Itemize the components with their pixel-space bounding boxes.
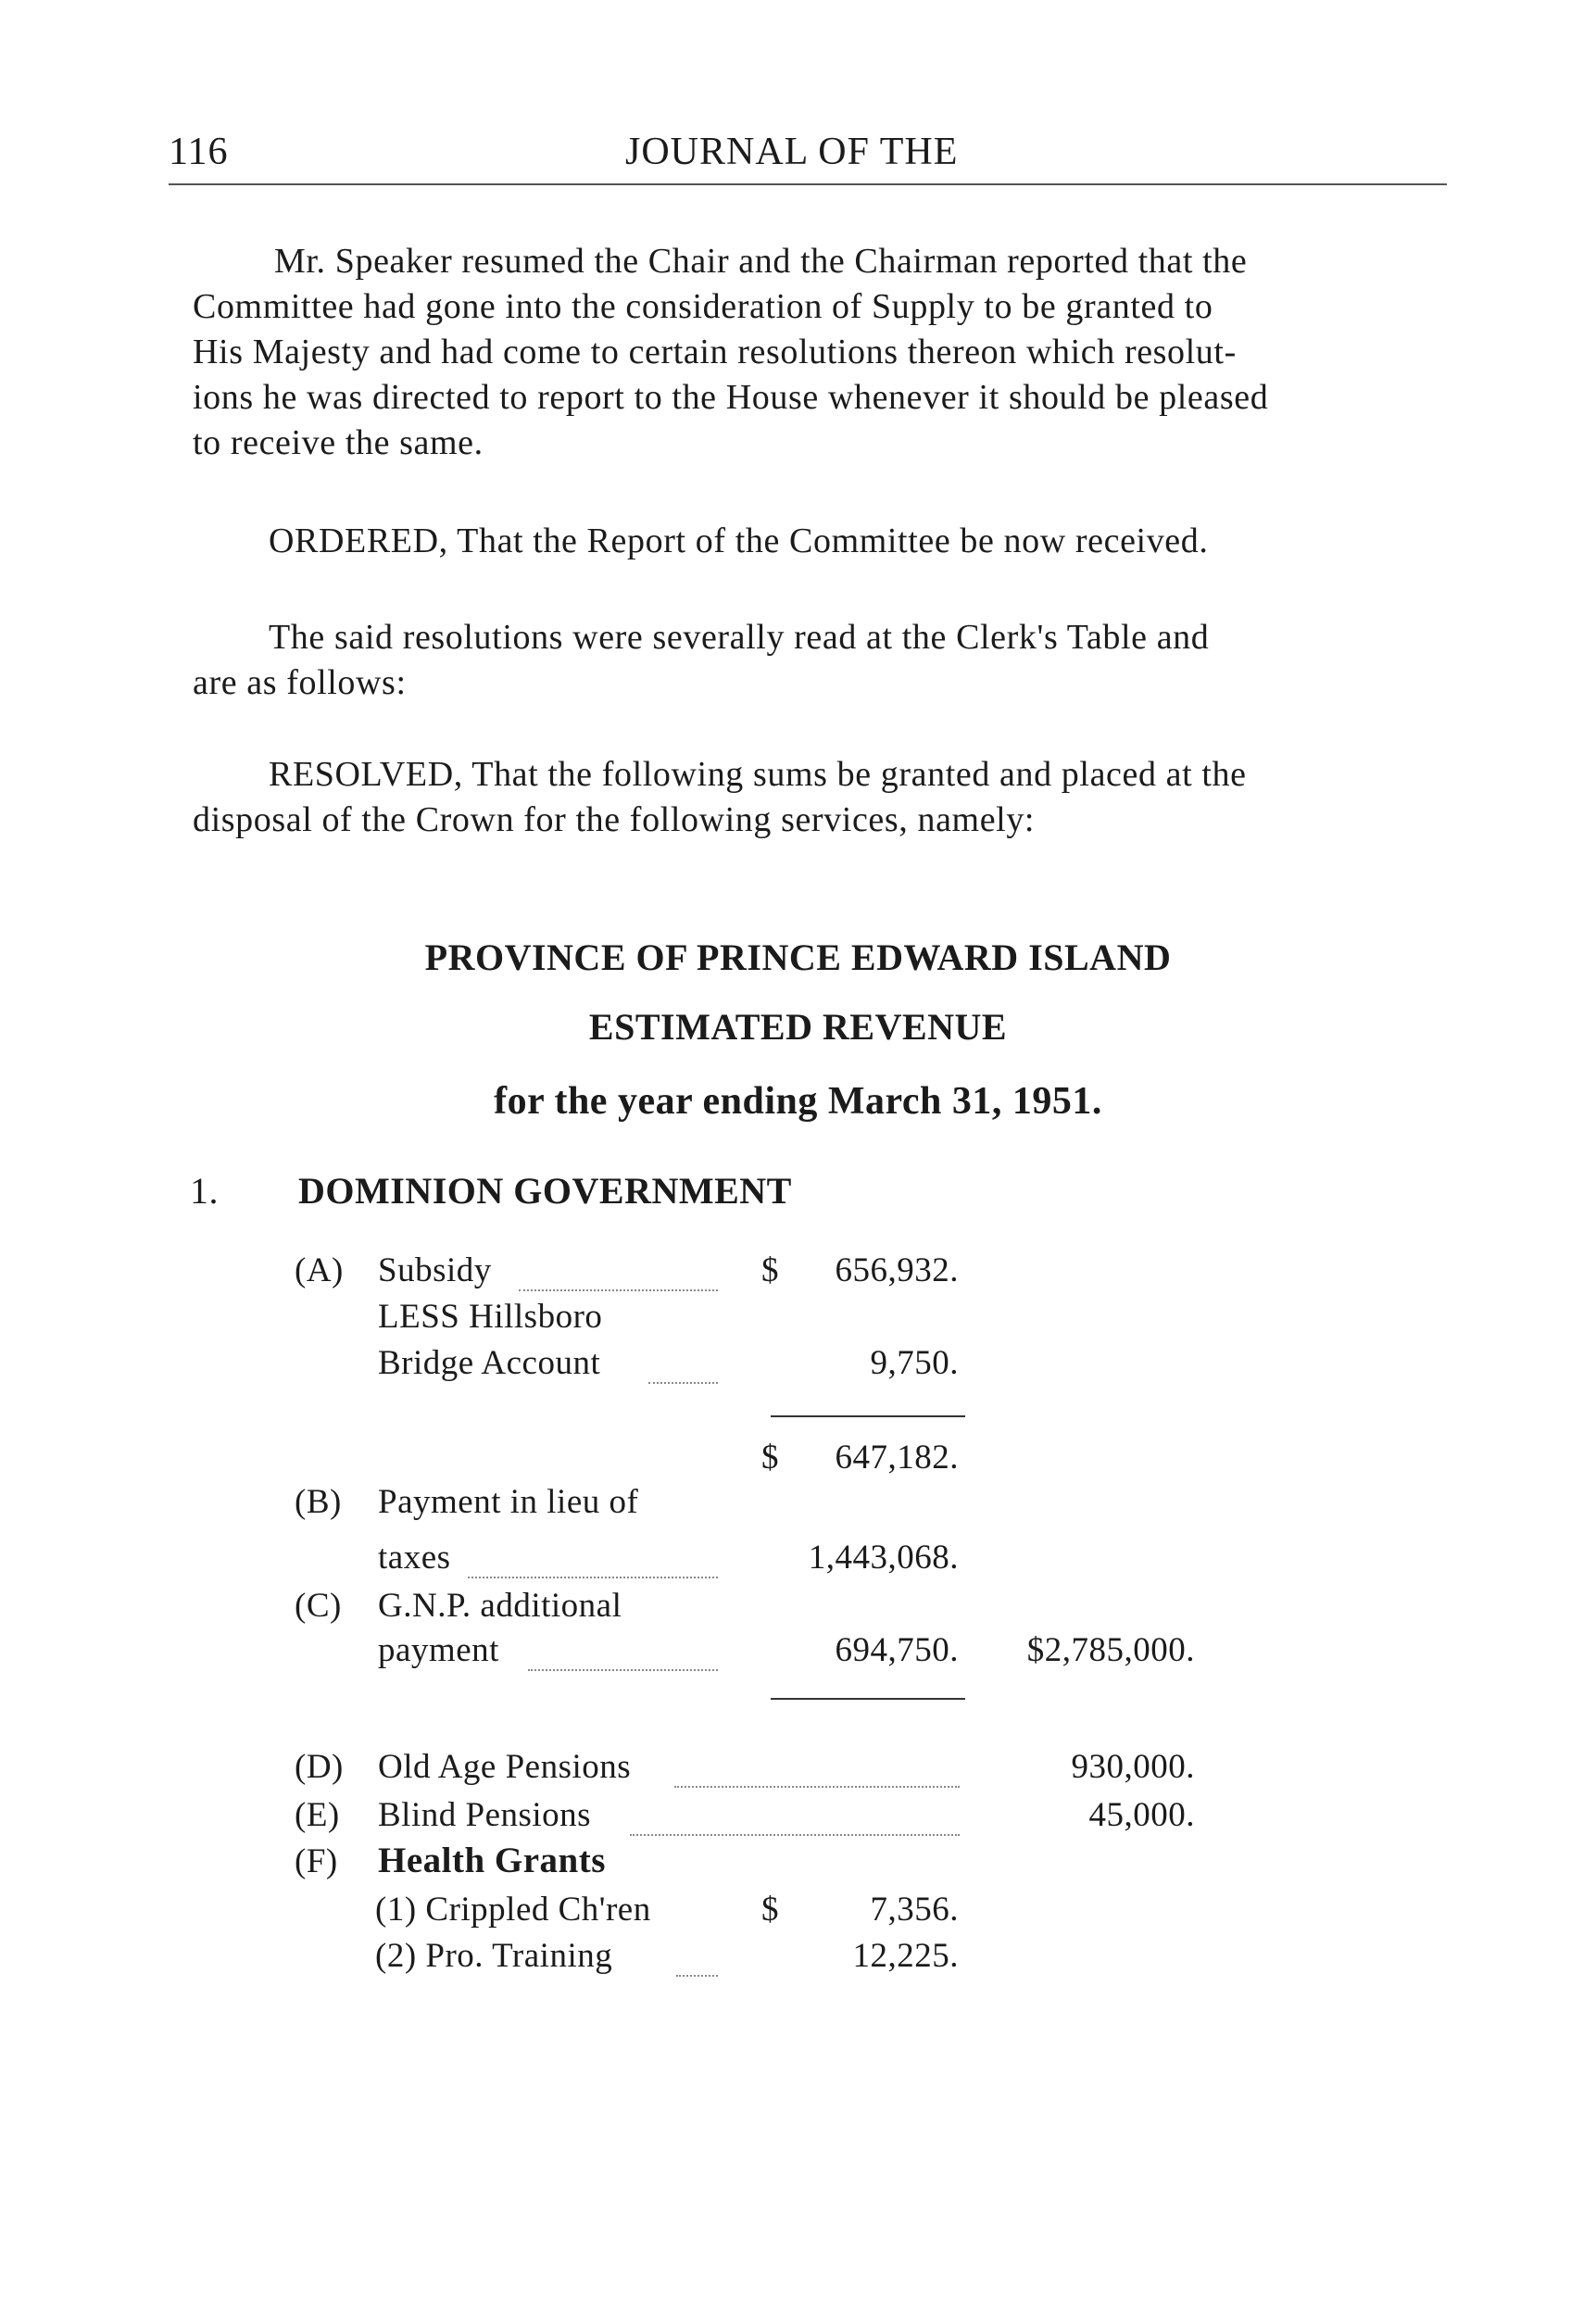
paragraph-line: to receive the same. xyxy=(193,423,484,462)
subtotal-rule xyxy=(771,1415,965,1417)
paragraph-line: The said resolutions were severally read at the Clerk's Table and xyxy=(269,618,1210,657)
leader-dots xyxy=(528,1669,718,1671)
item-value: 9,750. xyxy=(870,1344,959,1382)
section-number: 1. xyxy=(190,1170,219,1212)
paragraph-line: ORDERED, That the Report of the Committee be now received. xyxy=(269,522,1209,560)
item-label: (C) xyxy=(295,1587,342,1625)
paragraph-ordered xyxy=(269,519,1208,564)
paragraph-line: disposal of the Crown for the following services, namely: xyxy=(193,800,1036,839)
item-label: (B) xyxy=(295,1483,342,1521)
item-value: 930,000. xyxy=(1071,1748,1195,1786)
item-value: 694,750. xyxy=(835,1631,959,1669)
item-label: (D) xyxy=(295,1748,344,1786)
section-total: $2,785,000. xyxy=(1026,1631,1195,1669)
paragraph-line: His Majesty and had come to certain resolutions thereon which resolut- xyxy=(193,333,1237,371)
item-text: (2) Pro. Training xyxy=(375,1937,613,1975)
heading-province: PROVINCE OF PRINCE EDWARD ISLAND xyxy=(424,936,1172,978)
heading-estimated-revenue: ESTIMATED REVENUE xyxy=(588,1006,1008,1048)
item-value: 12,225. xyxy=(852,1937,959,1975)
leader-dots xyxy=(648,1382,718,1384)
item-label: (F) xyxy=(295,1842,338,1880)
item-text: Payment in lieu of xyxy=(378,1483,639,1521)
subtotal-rule xyxy=(771,1698,965,1700)
item-value: 656,932. xyxy=(835,1251,959,1289)
paragraph-line: are as follows: xyxy=(193,663,407,702)
item-text: payment xyxy=(378,1631,499,1669)
heading-year: for the year ending March 31, 1951. xyxy=(494,1080,1102,1123)
paragraph-line: RESOLVED, That the following sums be granted and placed at the xyxy=(269,755,1247,794)
dollar-sign: $ xyxy=(761,1891,779,1929)
item-text: LESS Hillsboro xyxy=(378,1298,603,1336)
running-title: JOURNAL OF THE xyxy=(625,131,959,173)
item-value: 45,000. xyxy=(1088,1796,1195,1834)
paragraph-line: Mr. Speaker resumed the Chair and the Chairman reported that the xyxy=(274,242,1248,281)
leader-dots xyxy=(519,1289,718,1291)
paragraph-line: Committee had gone into the consideration of Supply to be granted to xyxy=(193,287,1213,326)
item-label: (A) xyxy=(295,1251,344,1289)
item-text: taxes xyxy=(378,1539,451,1577)
leader-dots xyxy=(674,1786,960,1788)
page-number: 116 xyxy=(169,131,229,173)
item-text: (1) Crippled Ch'ren xyxy=(375,1891,651,1929)
section-title: DOMINION GOVERNMENT xyxy=(298,1170,792,1212)
item-text: Health Grants xyxy=(378,1841,606,1880)
item-value: 7,356. xyxy=(870,1891,959,1929)
paragraph-resolutions-read xyxy=(193,615,1209,706)
item-text: Bridge Account xyxy=(378,1344,601,1382)
paragraph-speaker-report xyxy=(193,239,1268,466)
leader-dots xyxy=(468,1577,718,1578)
item-label: (E) xyxy=(295,1796,340,1834)
item-text: Subsidy xyxy=(378,1251,492,1289)
leader-dots xyxy=(676,1975,718,1977)
item-text: G.N.P. additional xyxy=(378,1587,622,1625)
paragraph-line: ions he was directed to report to the House whenever it should be pleased xyxy=(193,378,1269,417)
paragraph-resolved xyxy=(193,752,1247,843)
item-value: 1,443,068. xyxy=(808,1539,959,1577)
item-text: Blind Pensions xyxy=(378,1796,592,1834)
leader-dots xyxy=(630,1834,960,1836)
item-value: 647,182. xyxy=(835,1439,959,1477)
item-text: Old Age Pensions xyxy=(378,1748,632,1786)
dollar-sign: $ xyxy=(761,1439,779,1477)
header-rule xyxy=(169,183,1447,185)
dollar-sign: $ xyxy=(761,1251,779,1289)
